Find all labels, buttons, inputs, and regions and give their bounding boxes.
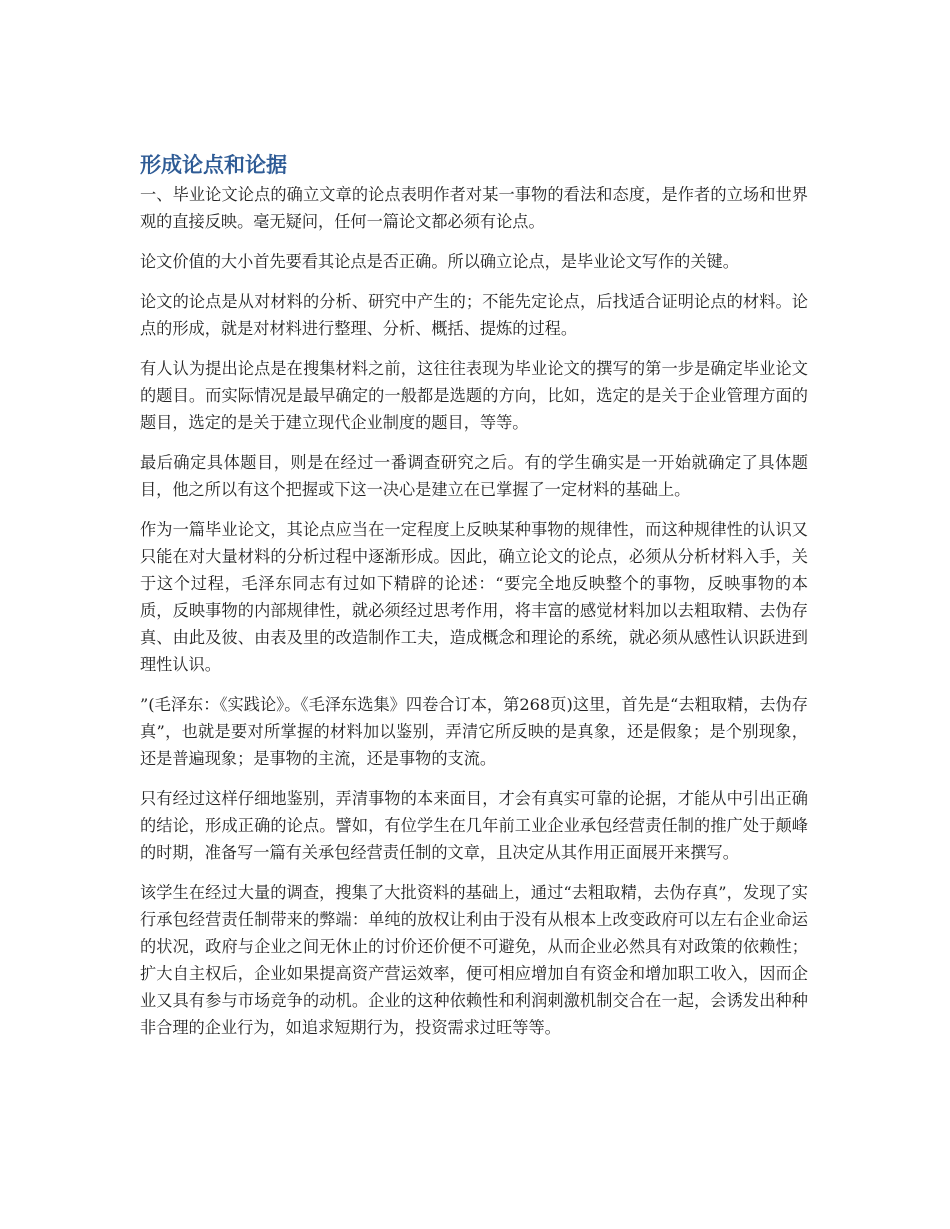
- paragraph-9: 该学生在经过大量的调查，搜集了大批资料的基础上，通过“去粗取精，去伪存真”，发现了实行承包经营责任制带来的弊端：单纯的放权让利由于没有从根本上改变政府可以左右企业命运的状况，政府与企业之间无休止的讨价还价便不可避免，从而企业必然具有对政策的依赖性；扩大自主权后，企业如果提高资产营运效率，便可相应增加自有资金和增加职工收入，因而企业又具有参与市场竞争的动机。企业的这种依赖性和利润刺激机制交合在一起，会诱发出种种非合理的企业行为，如追求短期行为，投资需求过旺等等。: [140, 883, 808, 1037]
- document-page: [140, 150, 808, 1054]
- paragraph-6: 作为一篇毕业论文，其论点应当在一定程度上反映某种事物的规律性，而这种规律性的认识又只能在对大量材料的分析过程中逐渐形成。因此，确立论文的论点，必须从分析材料入手，关于这个过程，毛泽东同志有过如下精辟的论述：“要完全地反映整个的事物，反映事物的本质，反映事物的内部规律性，就必须经过思考作用，将丰富的感觉材料加以去粗取精、去伪存真、由此及彼、由表及里的改造制作工夫，造成概念和理论的系统，就必须从感性认识跃进到理性认识。: [140, 520, 808, 674]
- paragraph-1: 一、毕业论文论点的确立文章的论点表明作者对某一事物的看法和态度，是作者的立场和世界观的直接反映。毫无疑问，任何一篇论文都必须有论点。: [140, 185, 808, 231]
- paragraph-3: 论文的论点是从对材料的分析、研究中产生的；不能先定论点，后找适合证明论点的材料。论点的形成，就是对材料进行整理、分析、概括、提炼的过程。: [140, 292, 808, 338]
- paragraph-5: 最后确定具体题目，则是在经过一番调查研究之后。有的学生确实是一开始就确定了具体题目，他之所以有这个把握或下这一决心是建立在已掌握了一定材料的基础上。: [140, 453, 808, 499]
- paragraph-8: 只有经过这样仔细地鉴别，弄清事物的本来面目，才会有真实可靠的论据，才能从中引出正确的结论，形成正确的论点。譬如，有位学生在几年前工业企业承包经营责任制的推广处于颠峰的时期，准备写一篇有关承包经营责任制的文章，且决定从其作用正面展开来撰写。: [140, 789, 808, 862]
- paragraph-2: 论文价值的大小首先要看其论点是否正确。所以确立论点，是毕业论文写作的关键。: [140, 252, 739, 271]
- paragraph-7: ”(毛泽东：《实践论》。《毛泽东选集》四卷合订本，第268页)这里，首先是“去粗取精，去伪存真”，也就是要对所掌握的材料加以鉴别，弄清它所反映的是真象，还是假象；是个别现象，还是普遍现象；是事物的主流，还是事物的支流。: [140, 695, 808, 768]
- document-title: 形成论点和论据: [140, 153, 287, 177]
- paragraph-4: 有人认为提出论点是在搜集材料之前，这往往表现为毕业论文的撰写的第一步是确定毕业论文的题目。而实际情况是最早确定的一般都是选题的方向，比如，选定的是关于企业管理方面的题目，选定的是关于建立现代企业制度的题目，等等。: [140, 359, 808, 432]
